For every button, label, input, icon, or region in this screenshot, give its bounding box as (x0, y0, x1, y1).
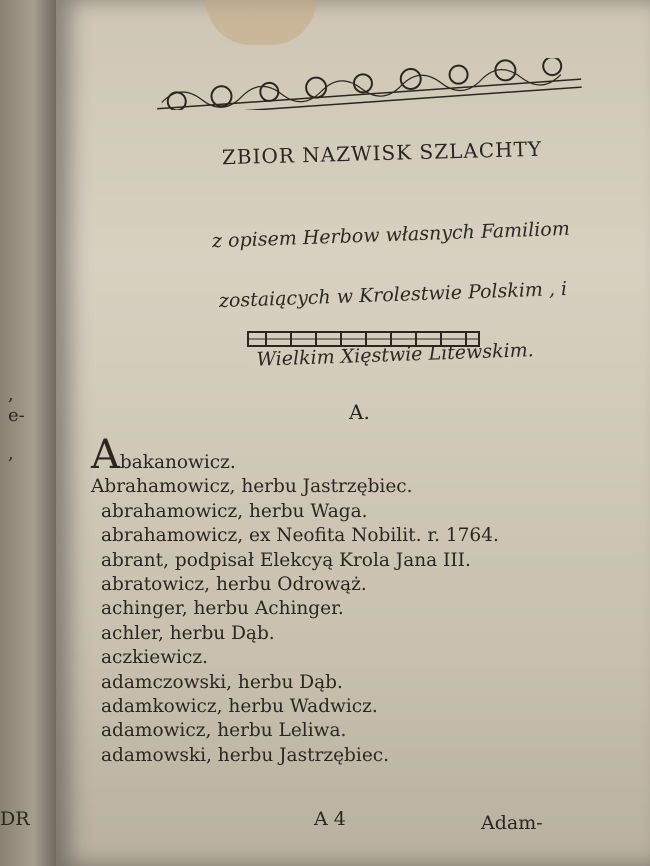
list-item: aczkiewicz. (101, 647, 208, 669)
list-item: Abakanowicz. (91, 432, 236, 478)
list-item: adamkowicz, herbu Wadwicz. (101, 696, 378, 718)
page-subtitle (164, 182, 621, 408)
edge-char: e- (8, 405, 25, 426)
page-title: ZBIOR NAZWISK SZLACHTY (221, 136, 543, 170)
signature-mark: A 4 (314, 808, 346, 830)
catchword: Adam- (481, 812, 543, 834)
edge-char: , (8, 384, 14, 405)
subtitle-line: Wielkim Xięstwie Litewskim. (256, 339, 535, 371)
list-item: abrahamowicz, herbu Waga. (101, 500, 368, 522)
ornament-icon (151, 58, 586, 110)
book-page (56, 0, 650, 866)
surname-list (91, 432, 611, 768)
list-item: adamczowski, herbu Dąb. (101, 671, 343, 693)
decorative-rule (246, 329, 481, 349)
list-item: abratowicz, herbu Odrowąż. (101, 574, 367, 596)
list-item: achinger, herbu Achinger. (101, 598, 344, 620)
list-item: abrant, podpisał Elekcyą Krola Jana III. (101, 549, 471, 571)
list-item: achler, herbu Dąb. (101, 622, 275, 644)
subtitle-line: z opisem Herbow własnych Familiom (211, 217, 571, 253)
edge-char: DR (0, 808, 30, 830)
list-item: adamowski, herbu Jastrzębiec. (101, 744, 390, 766)
list-item: adamowicz, herbu Leliwa. (101, 720, 347, 742)
subtitle-line: zostaiących w Krolestwie Polskim , i (218, 277, 568, 313)
water-stain (206, 0, 316, 45)
section-letter: A. (349, 400, 370, 424)
facing-page-edge (0, 0, 56, 866)
edge-char: , (8, 443, 14, 464)
list-item: abrahamowicz, ex Neofita Nobilit. r. 1764. (101, 525, 499, 547)
list-item: Abrahamowicz, herbu Jastrzębiec. (91, 476, 413, 498)
drop-cap: A (91, 432, 120, 478)
